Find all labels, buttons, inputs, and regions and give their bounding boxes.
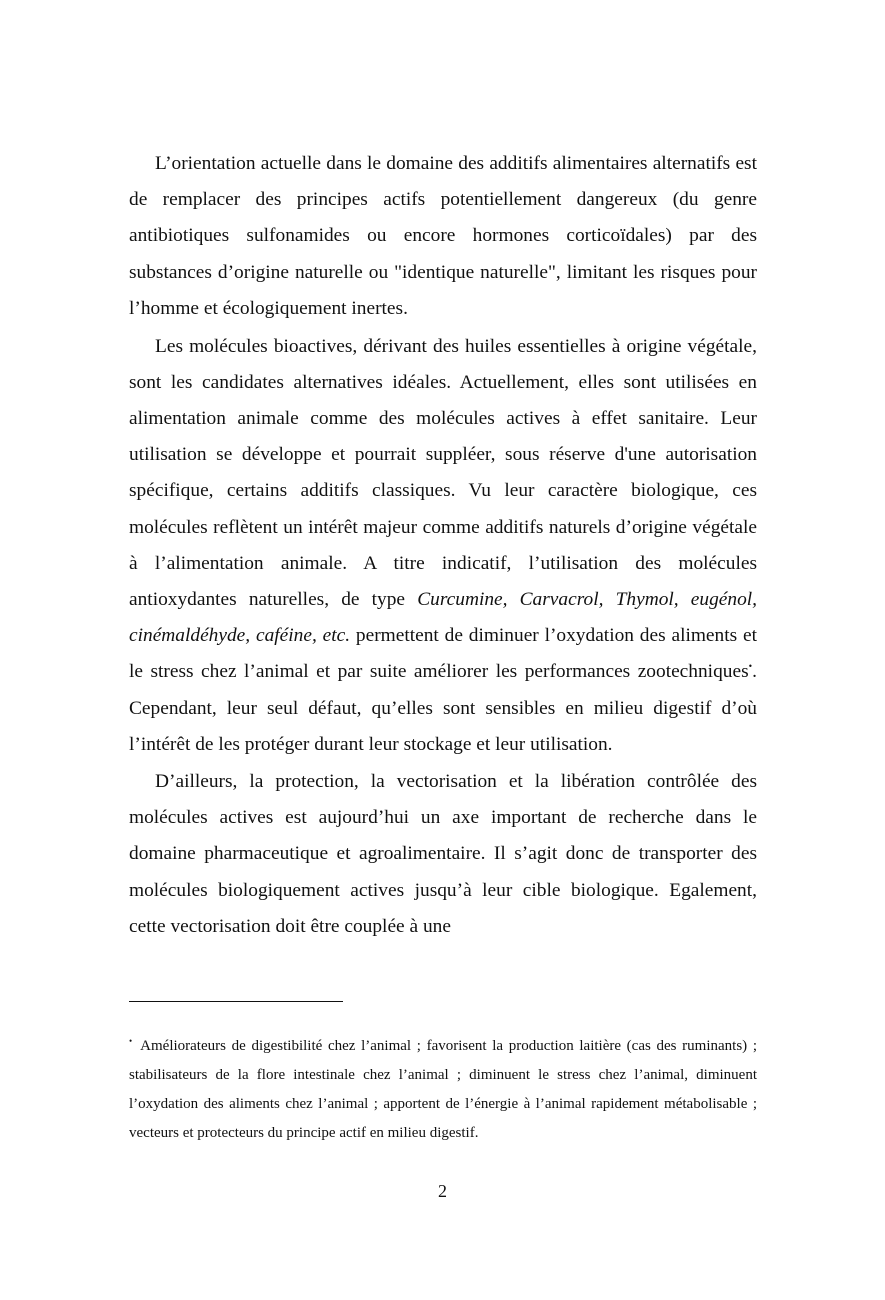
paragraph-1	[129, 146, 757, 327]
paragraph-2	[129, 329, 757, 763]
paragraph-2-text-end: . Cependant, leur seul défaut, qu’elles sont sensibles en milieu digestif d’où l’intérêt de les protéger durant leur stockage et leur utilisation.	[129, 661, 757, 755]
footnote-text: Améliorateurs de digestibilité chez l’animal ; favorisent la production laitière (cas des ruminants) ; stabilisateurs de la flore intestinale chez l’animal ; diminuent le stress chez l’animal, diminuent l’oxydation des aliments chez l’animal ; apportent de l’énergie à l’animal rapidement métabolisable ; vecteurs et protecteurs du principe actif en milieu digestif.	[129, 1038, 757, 1141]
paragraph-3-text: D’ailleurs, la protection, la vectorisation et la libération contrôlée des molécules actives est aujourd’hui un axe important de recherche dans le domaine pharmaceutique et agroalimentaire. Il s’agit donc de transporter des molécules biologiquement actives jusqu’à leur cible biologique. Egalement, cette vectorisation doit être couplée à une	[129, 771, 757, 937]
footnote-mark: •	[129, 1036, 133, 1046]
body-text	[129, 146, 757, 947]
footnote-separator	[129, 1001, 343, 1002]
paragraph-2-text-middle: permettent de diminuer l’oxydation des aliments et le stress chez l’animal et par suite améliorer les performances zootechniques	[129, 625, 757, 683]
paragraph-2-text-start: Les molécules bioactives, dérivant des huiles essentielles à origine végétale, sont les candidates alternatives idéales. Actuellement, elles sont utilisées en alimentation animale comme des molécules actives à effet sanitaire. Leur utilisation se développe et pourrait suppléer, sous réserve d'une autorisation spécifique, certains additifs classiques. Vu leur caractère biologique, ces molécules reflètent un intérêt majeur comme additifs naturels d’origine végétale à l’alimentation animale. A titre indicatif, l’utilisation des molécules antioxydantes naturelles, de type	[129, 335, 757, 611]
paragraph-3	[129, 764, 757, 945]
footnote-reference-mark[interactable]: •	[748, 661, 753, 673]
molecule-list-italic: Curcumine, Carvacrol, Thymol, eugénol, cinémaldéhyde, caféine, etc.	[129, 589, 757, 647]
footnote	[129, 1032, 757, 1148]
paragraph-1-text: L’orientation actuelle dans le domaine des additifs alimentaires alternatifs est de remplacer des principes actifs potentiellement dangereux (du genre antibiotiques sulfonamides ou encore hormones corticoïdales) par des substances d’origine naturelle ou "identique naturelle", limitant les risques pour l’homme et écologiquement inertes.	[129, 153, 757, 319]
page-number: 2	[438, 1181, 447, 1201]
